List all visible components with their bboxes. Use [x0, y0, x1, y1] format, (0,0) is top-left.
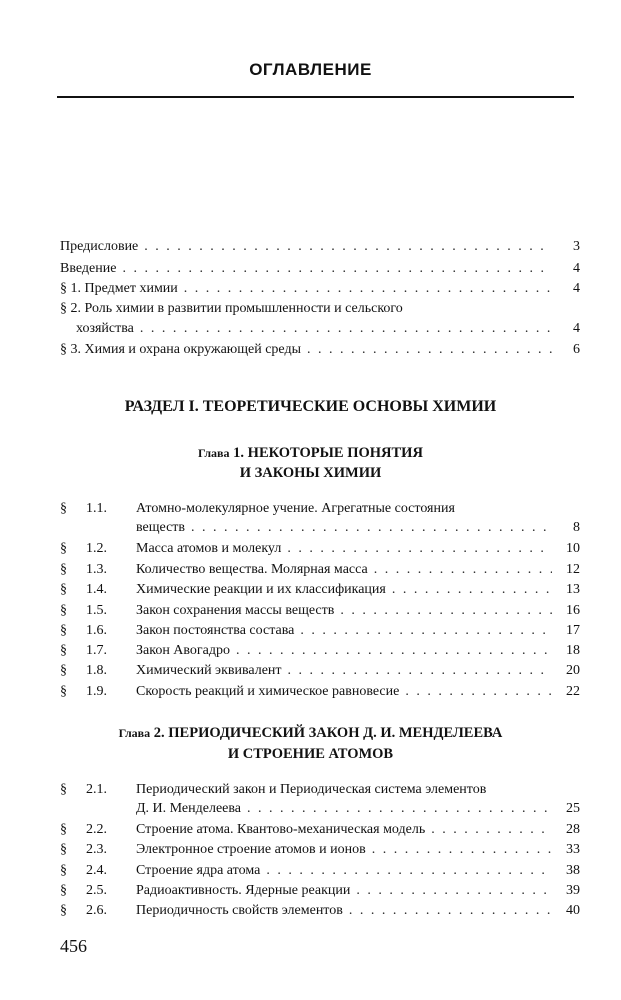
toc-entry-1-9[interactable]: [60, 683, 580, 701]
item-number: 1.4.: [86, 582, 107, 597]
toc-entry-2-1-line1[interactable]: [60, 781, 580, 799]
toc-entry-title: § 1. Предмет химии: [60, 281, 178, 296]
item-number: 1.1.: [86, 501, 107, 516]
leader-dots: [307, 341, 552, 359]
toc-entry-title: § 2. Роль химии в развитии промышленности и сельского: [60, 301, 403, 316]
item-number: 1.2.: [86, 541, 107, 556]
toc-entry-preface[interactable]: [60, 238, 580, 256]
item-number: 1.3.: [86, 562, 107, 577]
item-number: 2.2.: [86, 822, 107, 837]
item-number: 2.6.: [86, 903, 107, 918]
chapter-title-line2: И ЗАКОНЫ ХИМИИ: [239, 465, 382, 481]
toc-entry-page: 28: [566, 822, 580, 837]
toc-entry-page: 16: [566, 603, 580, 618]
paragraph-sign: §: [60, 863, 67, 878]
toc-entry-1-7[interactable]: [60, 642, 580, 660]
toc-entry-title-continued: хозяйства: [76, 321, 134, 336]
leader-dots: [266, 862, 552, 880]
leader-dots: [122, 260, 552, 278]
paragraph-sign: §: [60, 883, 67, 898]
toc-entry-1-4[interactable]: [60, 581, 580, 599]
item-number: 1.5.: [86, 603, 107, 618]
item-number: 1.7.: [86, 643, 107, 658]
paragraph-sign: §: [60, 582, 67, 597]
leader-dots: [340, 602, 552, 620]
leader-dots: [140, 320, 552, 338]
toc-entry-2-6[interactable]: [60, 902, 580, 920]
chapter-prefix: Глава: [118, 726, 151, 740]
toc-entry-title: Строение атома. Квантово-механическая модель: [136, 822, 426, 837]
title-rule: [57, 96, 574, 98]
toc-entry-1-8[interactable]: [60, 662, 580, 680]
item-number: 2.1.: [86, 782, 107, 797]
toc-entry-page: 3: [573, 239, 580, 254]
toc-entry-page: 39: [566, 883, 580, 898]
toc-entry-page: 40: [566, 903, 580, 918]
toc-entry-ecology[interactable]: [60, 341, 580, 359]
toc-entry-page: 10: [566, 541, 580, 556]
toc-entry-title: Скорость реакций и химическое равновесие: [136, 684, 400, 699]
toc-entry-title: Закон Авогадро: [136, 643, 231, 658]
toc-entry-page: 38: [566, 863, 580, 878]
toc-entry-page: 13: [566, 582, 580, 597]
toc-entry-title: Введение: [60, 261, 117, 276]
toc-entry-page: 6: [573, 342, 580, 357]
paragraph-sign: §: [60, 541, 67, 556]
toc-entry-page: 8: [573, 520, 580, 535]
leader-dots: [236, 642, 552, 660]
paragraph-sign: §: [60, 663, 67, 678]
toc-entry-page: 20: [566, 663, 580, 678]
leader-dots: [356, 882, 552, 900]
toc-entry-title: Радиоактивность. Ядерные реакции: [136, 883, 351, 898]
paragraph-sign: §: [60, 501, 67, 516]
leader-dots: [287, 540, 552, 558]
leader-dots: [184, 280, 552, 298]
item-number: 1.6.: [86, 623, 107, 638]
toc-entry-page: 33: [566, 842, 580, 857]
toc-entry-title: Строение ядра атома: [136, 863, 261, 878]
toc-entry-1-1-line1[interactable]: [60, 500, 580, 518]
toc-entry-page: 25: [566, 801, 580, 816]
toc-entry-role-line2[interactable]: [76, 320, 580, 338]
leader-dots: [247, 800, 552, 818]
paragraph-sign: §: [60, 562, 67, 577]
section-heading: РАЗДЕЛ I. ТЕОРЕТИЧЕСКИЕ ОСНОВЫ ХИМИИ: [124, 398, 497, 415]
chapter-heading-1: [0, 442, 621, 464]
toc-entry-title: Предисловие: [60, 239, 139, 254]
leader-dots: [288, 662, 552, 680]
toc-entry-introduction[interactable]: [60, 260, 580, 278]
toc-entry-title: Закон сохранения массы веществ: [136, 603, 335, 618]
toc-entry-role-line1[interactable]: [60, 300, 580, 318]
toc-entry-2-1-line2[interactable]: [136, 800, 580, 818]
toc-entry-2-4[interactable]: [60, 862, 580, 880]
paragraph-sign: §: [60, 842, 67, 857]
paragraph-sign: §: [60, 643, 67, 658]
toc-entry-title: Атомно-молекулярное учение. Агрегатные состояния: [136, 501, 455, 516]
toc-entry-subject[interactable]: [60, 280, 580, 298]
toc-entry-title: Масса атомов и молекул: [136, 541, 282, 556]
chapter-title-line1: 1. НЕКОТОРЫЕ ПОНЯТИЯ: [233, 445, 423, 461]
item-number: 2.4.: [86, 863, 107, 878]
paragraph-sign: §: [60, 603, 67, 618]
toc-entry-page: 18: [566, 643, 580, 658]
toc-entry-title: Периодический закон и Периодическая система элементов: [136, 782, 487, 797]
toc-entry-title: Периодичность свойств элементов: [136, 903, 343, 918]
paragraph-sign: §: [60, 623, 67, 638]
toc-entry-title: § 3. Химия и охрана окружающей среды: [60, 342, 301, 357]
toc-entry-1-3[interactable]: [60, 561, 580, 579]
paragraph-sign: §: [60, 903, 67, 918]
toc-entry-page: 12: [566, 562, 580, 577]
toc-entry-1-1-line2[interactable]: [136, 519, 580, 537]
page-title: ОГЛАВЛЕНИЕ: [249, 60, 372, 79]
toc-entry-1-5[interactable]: [60, 602, 580, 620]
toc-entry-title: Закон постоянства состава: [136, 623, 295, 638]
leader-dots: [374, 561, 552, 579]
toc-entry-title-continued: Д. И. Менделеева: [136, 801, 242, 816]
item-number: 1.8.: [86, 663, 107, 678]
leader-dots: [191, 519, 552, 537]
toc-entry-1-2[interactable]: [60, 540, 580, 558]
toc-entry-page: 4: [573, 281, 580, 296]
toc-entry-2-2[interactable]: [60, 821, 580, 839]
leader-dots: [300, 622, 552, 640]
chapter-heading-2: [0, 722, 621, 744]
toc-entry-2-5[interactable]: [60, 882, 580, 900]
leader-dots: [392, 581, 552, 599]
paragraph-sign: §: [60, 782, 67, 797]
toc-entry-title: Количество вещества. Молярная масса: [136, 562, 368, 577]
paragraph-sign: §: [60, 822, 67, 837]
chapter-title-line1: 2. ПЕРИОДИЧЕСКИЙ ЗАКОН Д. И. МЕНДЕЛЕЕВА: [153, 725, 503, 741]
paragraph-sign: §: [60, 684, 67, 699]
toc-entry-title: Химический эквивалент: [136, 663, 282, 678]
leader-dots: [405, 683, 552, 701]
chapter-title-line2: И СТРОЕНИЕ АТОМОВ: [227, 746, 394, 762]
toc-entry-2-3[interactable]: [60, 841, 580, 859]
chapter-prefix: Глава: [198, 446, 230, 460]
item-number: 2.3.: [86, 842, 107, 857]
toc-entry-page: 4: [573, 261, 580, 276]
toc-entry-page: 22: [566, 684, 580, 699]
page-number: 456: [60, 936, 87, 956]
toc-entry-page: 4: [573, 321, 580, 336]
leader-dots: [349, 902, 552, 920]
toc-entry-title: Химические реакции и их классификация: [136, 582, 386, 597]
leader-dots: [431, 821, 552, 839]
item-number: 2.5.: [86, 883, 107, 898]
toc-entry-title: Электронное строение атомов и ионов: [136, 842, 366, 857]
toc-entry-1-6[interactable]: [60, 622, 580, 640]
toc-entry-title-continued: веществ: [136, 520, 186, 535]
leader-dots: [372, 841, 552, 859]
leader-dots: [144, 238, 552, 256]
item-number: 1.9.: [86, 684, 107, 699]
toc-entry-page: 17: [566, 623, 580, 638]
